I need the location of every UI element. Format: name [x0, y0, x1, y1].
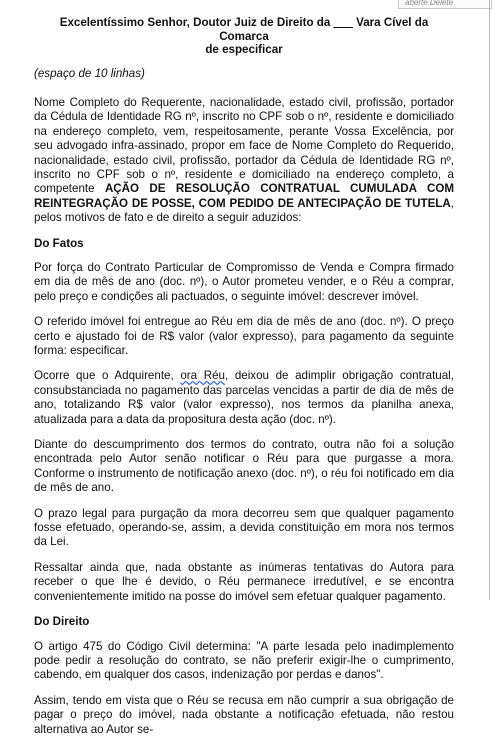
fatos-paragraph-1: Por força do Contrato Particular de Compromisso de Venda e Compra firmado em dia de mês de ano (doc. nº), o Autor prometeu vender, e o Réu a comprar, pelo preço e condições ali pactuados, o seguinte imóvel: descrever imóvel. [34, 260, 454, 303]
fatos-p3-post: , deixou de adimplir obrigação contratual, consubstanciada no pagamento das parcelas vencidas a partir de dia de mês de ano, totalizando R$ valor (valor expresso), nos termos da planilha anexa, atualizada para a data da propositura desta ação (doc. nº). [34, 369, 454, 426]
fatos-paragraph-5: O prazo legal para purgação da mora decorreu sem que qualquer pagamento fosse efetuado, operando-se, assim, a devida constituição em mora nos termos da Lei. [34, 506, 454, 549]
heading-line-1 [34, 16, 454, 43]
section-title-fatos: Do Fatos [34, 236, 84, 250]
page-edge-divider [489, 0, 490, 600]
spellcheck-flagged-text[interactable]: ora Réu [180, 369, 225, 383]
heading-line-2: de especificar [205, 43, 283, 56]
fatos-p3-pre: Ocorre que o Adquirente, [34, 369, 181, 383]
fatos-paragraph-2: O referido imóvel foi entregue ao Réu em dia de mês de ano (doc. nº). O preço certo e ajustado foi de R$ valor (valor expresso), para pagamento da seguinte forma: especificar. [34, 315, 454, 357]
intro-paragraph [34, 96, 454, 226]
toolbar-fragment: aberte Delete [398, 0, 492, 9]
direito-paragraph-1: O artigo 475 do Código Civil determina: "A parte lesada pelo inadimplemento pode pedir a resolução do contrato, se não preferir exigir-lhe o cumprimento, cabendo, em qualquer dos casos, indenização por perdas e danos". [34, 639, 454, 682]
document-body [34, 16, 454, 748]
intro-text: Nome Completo do Requerente, nacionalidade, estado civil, profissão, portador da Cédula de Identidade RG nº, inscrito no CPF sob o nº, residente e domiciliado na endereço completo, vem, respeitosamente, perante Vossa Excelência, por seu advogado infra-assinado, propor em face de Nome Completo do Requerido, nacionalidade, estado civil, profissão, portador da Cédula de Identidade RG nº, inscrito no CPF sob o nº, residente e domiciliado na endereço completo, a competente [34, 95, 454, 196]
section-title-direito: Do Direito [34, 615, 90, 629]
spacing-note: (espaço de 10 linhas) [34, 66, 145, 80]
heading-line-1-post: Vara Cível da Comarca [219, 16, 429, 43]
vara-number-blank: ___ [333, 16, 353, 29]
action-title: AÇÃO DE RESOLUÇÃO CONTRATUAL CUMULADA COM REINTEGRAÇÃO DE POSSE, COM PEDIDO DE ANTECIPAÇÃO DE TUTELA [34, 182, 454, 210]
fatos-paragraph-4: Diante do descumprimento dos termos do contrato, outra não foi a solução encontrada pelo Autor senão notificar o Réu para que purgasse a mora. Conforme o instrumento de notificação anexo (doc. nº), o réu foi notificado em dia de mês de ano. [34, 438, 454, 495]
heading-line-1-pre: Excelentíssimo Senhor, Doutor Juiz de Direito da [59, 16, 334, 29]
fatos-paragraph-6: Ressaltar ainda que, nada obstante as inúmeras tentativas do Autora para receber o que lhe é devido, o Réu permanece irredutível, e se encontra convenientemente imitido na posse do imóvel sem efetuar qualquer pagamento. [34, 560, 454, 603]
document-heading [34, 16, 454, 57]
direito-paragraph-2: Assim, tendo em vista que o Réu se recusa em não cumprir a sua obrigação de pagar o preço do imóvel, nada obstante a notificação efetuada, não restou alternativa ao Autor se- [34, 693, 454, 736]
fatos-paragraph-3 [34, 369, 454, 427]
intro-tail: , pelos motivos de fato e de direito a seguir aduzidos: [34, 196, 454, 225]
